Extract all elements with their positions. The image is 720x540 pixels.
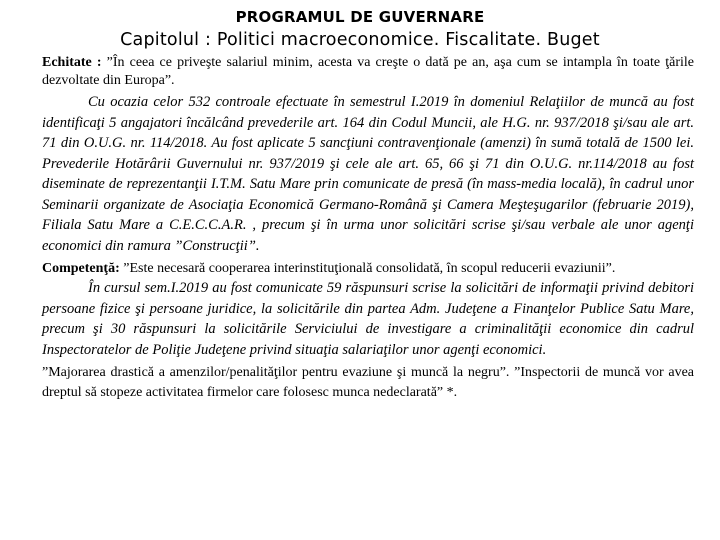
competenta-paragraph (42, 260, 694, 278)
document-body (42, 54, 694, 402)
raspunsuri-text: În cursul sem.I.2019 au fost comunicate 59 răspunsuri scrise la solicitări de informaţii privind debitori persoane fizice şi persoane juridice, la solicitările din partea Adm. Judeţene a Finanţelor Publice Satu Mare, precum şi 30 răspunsuri la solicitările Serviciului de investigare a criminalităţii economice din cadrul Inspectoratelor de Poliţie Judeţene privind situaţia salariaţilor unor agenţi economici. (42, 280, 694, 358)
competenta-label: Competenţă: (42, 261, 120, 276)
controale-paragraph (42, 92, 694, 256)
closing-quote-paragraph: ”Majorarea drastică a amenzilor/penalităţilor pentru evaziune şi muncă la negru”. ”Inspectorii de muncă vor avea dreptul să stopeze activitatea firmelor care folosesc munca nedeclarată” *. (42, 365, 694, 400)
raspunsuri-paragraph (42, 278, 694, 360)
chapter-title: Capitolul : Politici macroeconomice. Fiscalitate. Buget (120, 30, 600, 50)
echitate-text: ”În ceea ce priveşte salariul minim, acesta va creşte o dată pe an, aşa cum se intampla în toate ţările dezvoltate din Europa”. (42, 55, 694, 88)
program-title: PROGRAMUL DE GUVERNARE (235, 8, 485, 26)
echitate-label: Echitate : (42, 55, 102, 70)
controale-text: Cu ocazia celor 532 controale efectuate în semestrul I.2019 în domeniul Relaţiilor de muncă au fost identificaţi 5 angajatori încălcând prevederile art. 164 din Codul Muncii, ale H.G. nr. 937/2018 şi/sau ale art. 71 din O.U.G. nr. 114/2018. Au fost aplicate 5 sancţiuni contravenţionale (amenzi) în sumă totală de 1500 lei. Prevederile Hotărârii Guvernului nr. 937/2019 şi cele ale art. 65, 66 şi 71 din O.U.G. nr.114/2018 au fost diseminate de reprezentanţii I.T.M. Satu Mare prin comunicate de presă (în mass-media locală), în cadrul unor Seminarii organizate de Asociaţia Economică Germano-Română şi Camera Meşteşugarilor (februarie 2019), Filiala Satu Mare a C.E.C.C.A.R. , precum şi în urma unor solicitări scrise şi/sau verbale ale unor agenţi economici din ramura ”Construcţii”. (42, 94, 694, 254)
echitate-paragraph (42, 54, 694, 90)
competenta-text: ”Este necesară cooperarea interinstituţională consolidată, în scopul reducerii evaziunii”. (119, 261, 616, 276)
